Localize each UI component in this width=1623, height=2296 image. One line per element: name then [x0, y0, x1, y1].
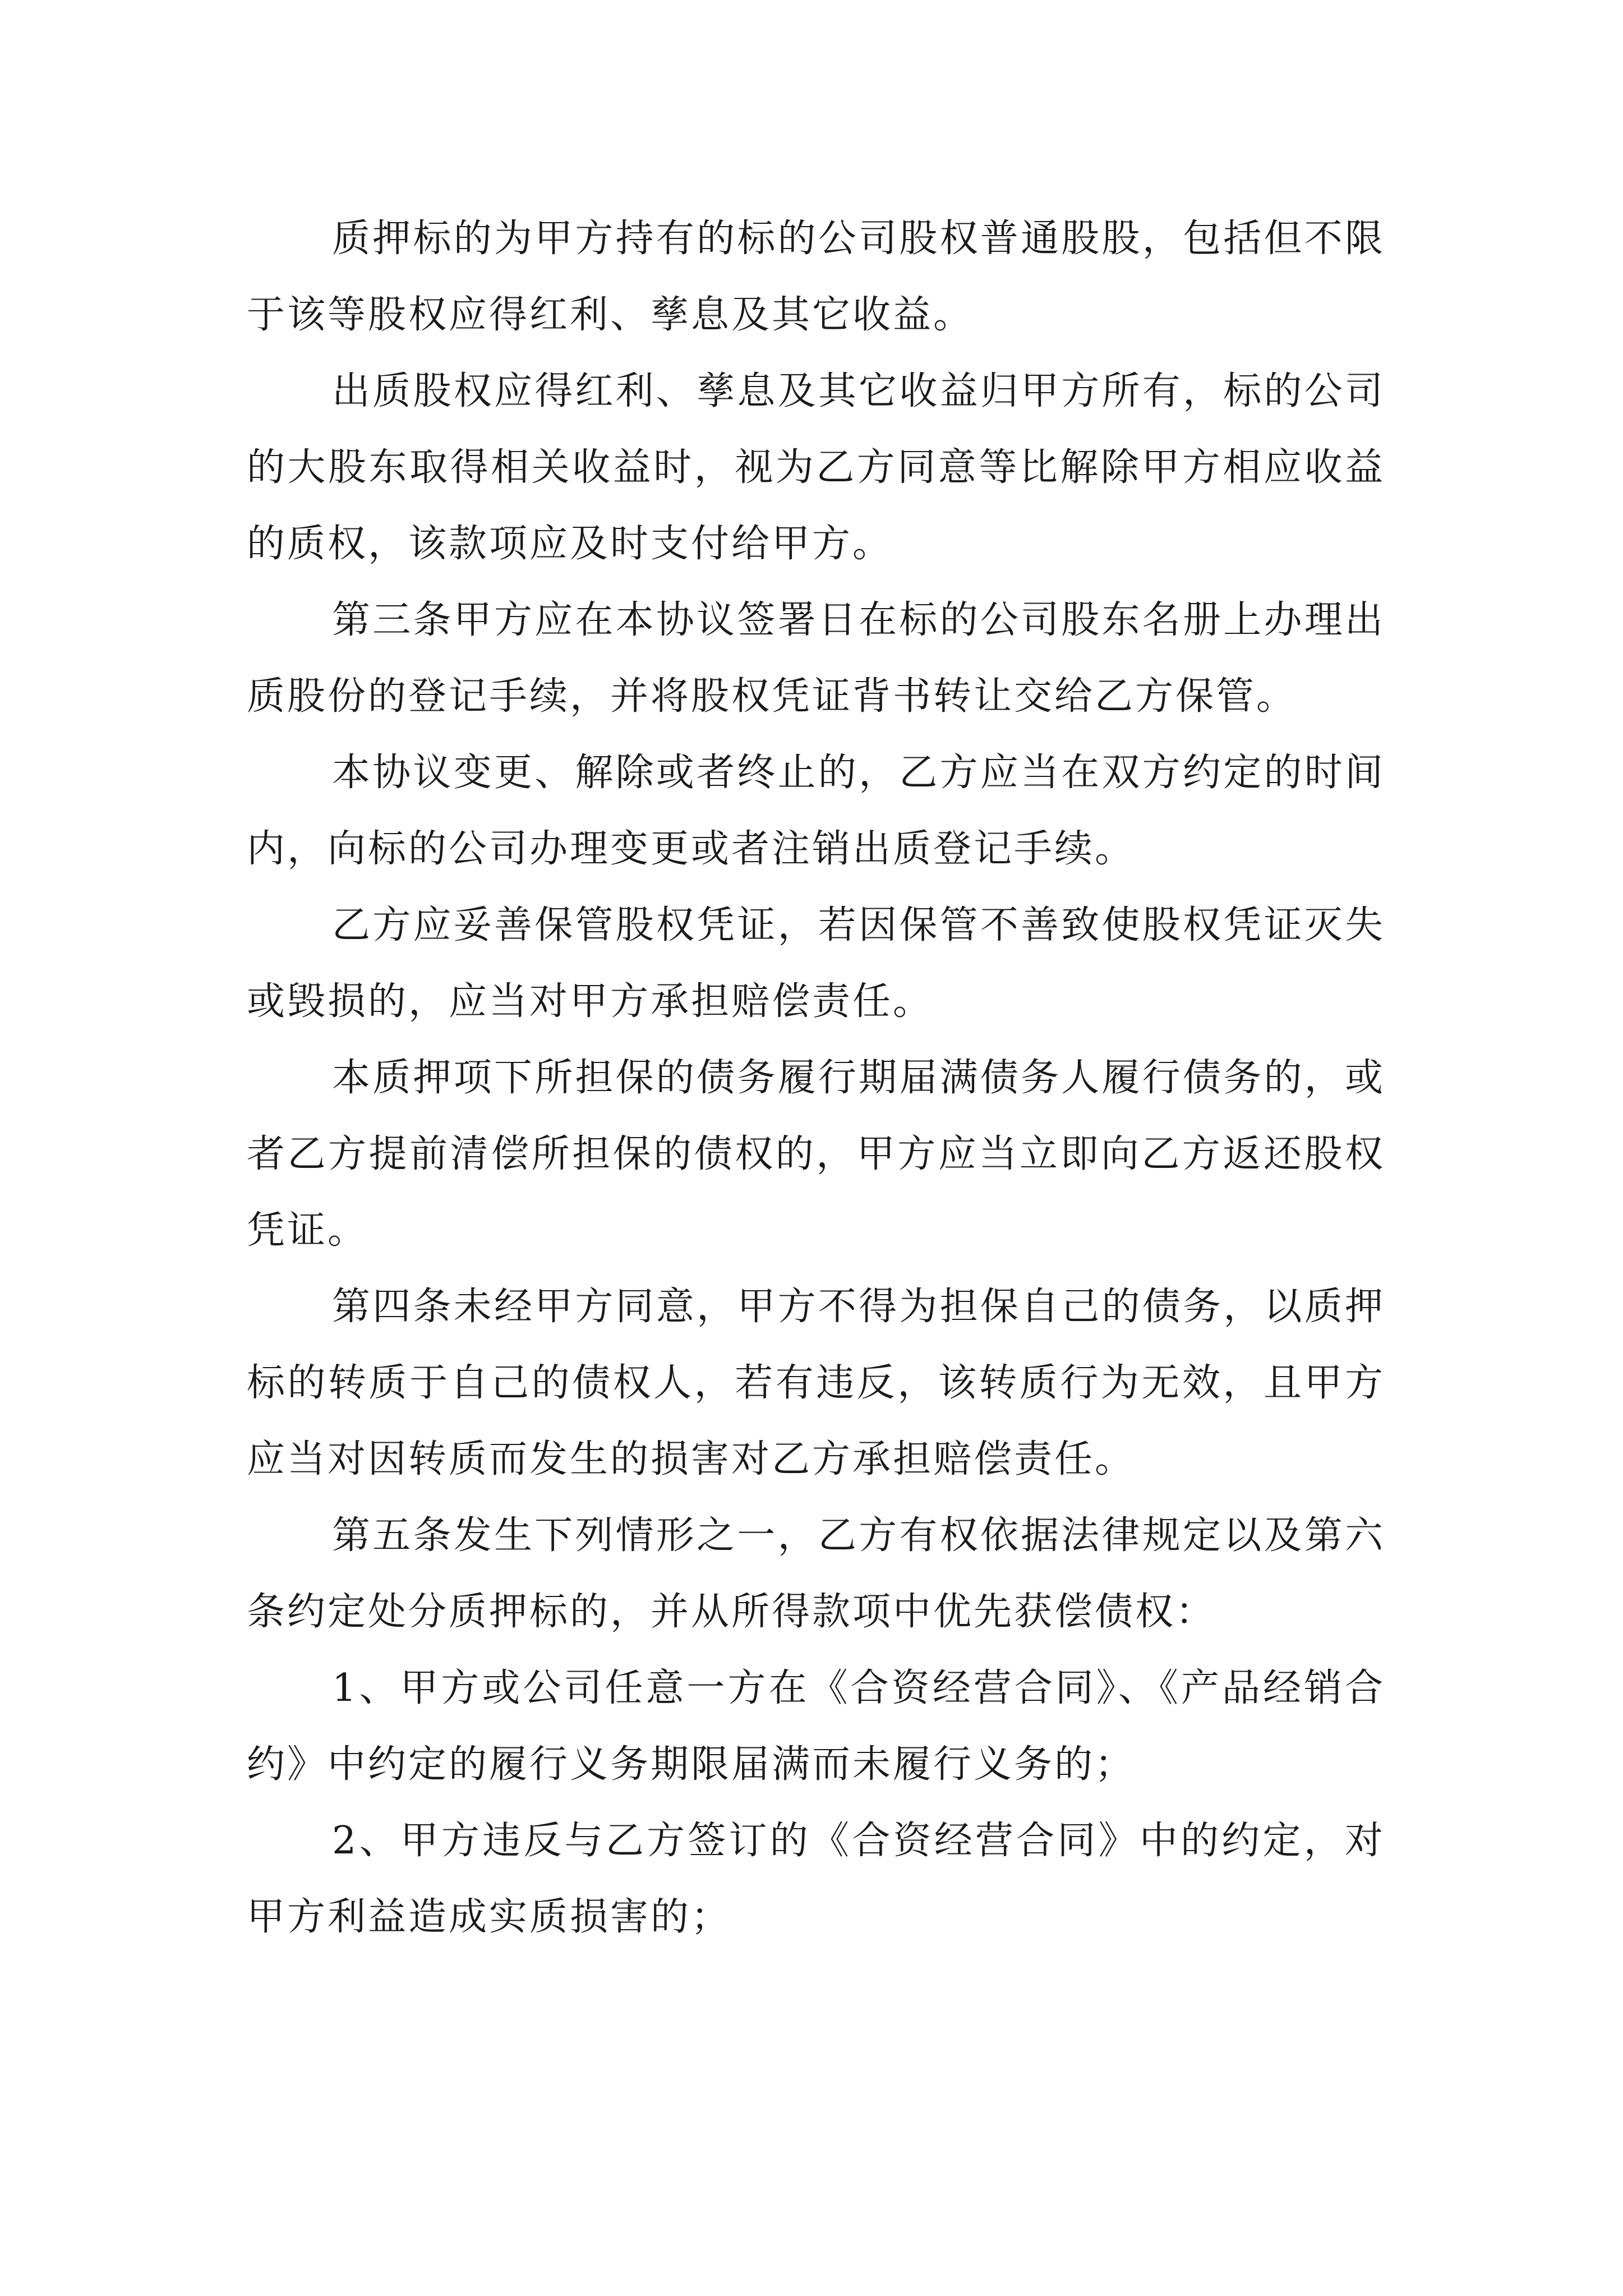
list-item-2: 2、甲方违反与乙方签订的《合资经营合同》中的约定，对甲方利益造成实质损害的；: [247, 1819, 1385, 1939]
paragraph-article-4: 第四条未经甲方同意，甲方不得为担保自己的债务，以质押标的转质于自己的债权人，若有违反，该转质行为无效，且甲方应当对因转质而发生的损害对乙方承担赔偿责任。: [247, 1285, 1385, 1481]
paragraph-return-certificate: 本质押项下所担保的债务履行期届满债务人履行债务的，或者乙方提前清偿所担保的债权的，甲方应当立即向乙方返还股权凭证。: [247, 1056, 1385, 1253]
list-item-1: 1、甲方或公司任意一方在《合资经营合同》、《产品经销合约》中约定的履行义务期限届满而未履行义务的；: [247, 1666, 1385, 1787]
document-body: [247, 201, 1385, 1955]
paragraph-custody-liability: 乙方应妥善保管股权凭证，若因保管不善致使股权凭证灭失或毁损的，应当对甲方承担赔偿责任。: [247, 903, 1385, 1024]
paragraph-pledge-subject: 质押标的为甲方持有的标的公司股权普通股股，包括但不限于该等股权应得红利、孳息及其它收益。: [247, 217, 1385, 337]
paragraph-article-3: 第三条甲方应在本协议签署日在标的公司股东名册上办理出质股份的登记手续，并将股权凭证背书转让交给乙方保管。: [247, 598, 1385, 719]
paragraph-article-5: 第五条发生下列情形之一，乙方有权依据法律规定以及第六条约定处分质押标的，并从所得款项中优先获偿债权：: [247, 1513, 1385, 1634]
paragraph-pledge-income: 出质股权应得红利、孳息及其它收益归甲方所有，标的公司的大股东取得相关收益时，视为乙方同意等比解除甲方相应收益的质权，该款项应及时支付给甲方。: [247, 369, 1385, 566]
paragraph-change-registration: 本协议变更、解除或者终止的，乙方应当在双方约定的时间内，向标的公司办理变更或者注销出质登记手续。: [247, 751, 1385, 871]
